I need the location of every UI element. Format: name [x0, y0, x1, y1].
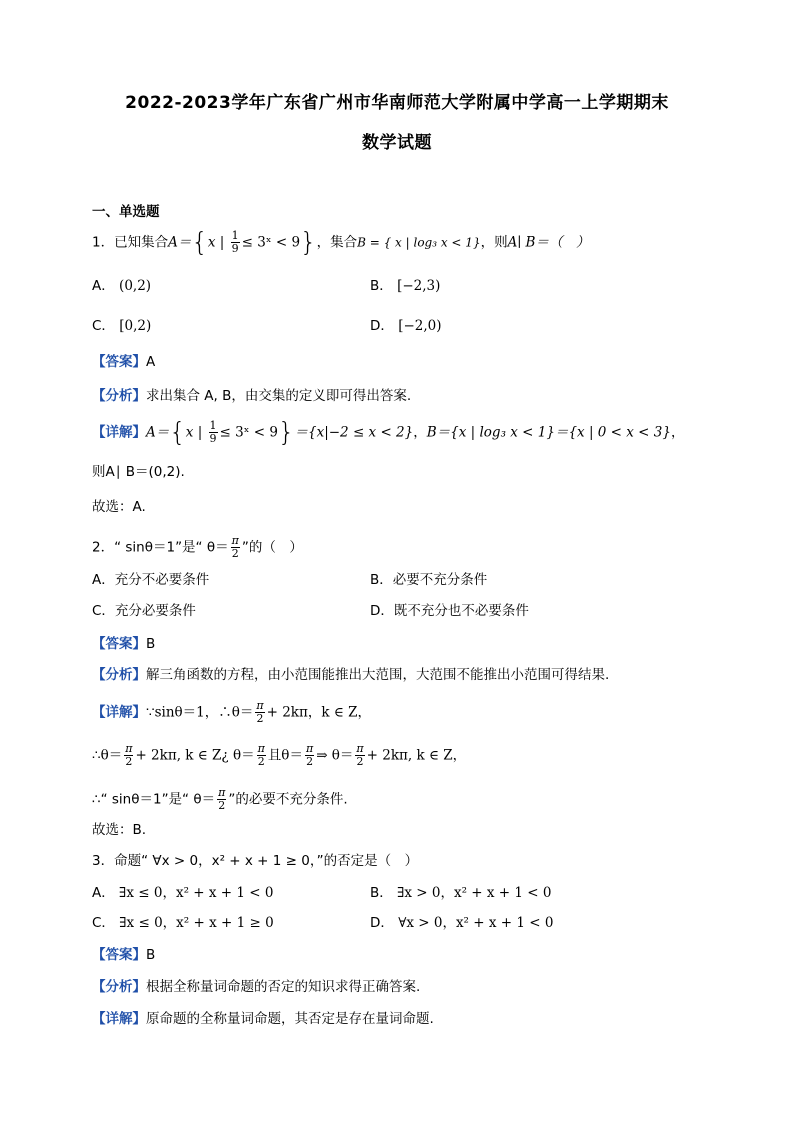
- option-label: C．: [92, 603, 115, 619]
- detail-comma: ，: [670, 424, 685, 441]
- fraction-denominator: 2: [125, 755, 133, 768]
- fraction-numerator: 1: [209, 419, 217, 432]
- pi-over-2-fraction: [217, 787, 226, 812]
- analysis-text: 根据全称量词命题的否定的知识求得正确答案.: [146, 979, 421, 995]
- pi-over-2-fraction: [124, 743, 133, 768]
- q2-stem: [92, 535, 303, 560]
- option-value: 充分必要条件: [114, 603, 196, 619]
- q1-detail: [92, 417, 685, 448]
- option-value: ∃x ≤ 0，x² + x + 1 ≥ 0: [119, 915, 274, 931]
- q2-analysis: [92, 665, 609, 685]
- fraction-denominator: 2: [306, 755, 314, 768]
- q1-text-2: ，集合: [316, 234, 358, 251]
- q3-option-d: [370, 913, 553, 933]
- q1-choose: 故选：A.: [92, 499, 146, 515]
- fraction-numerator: π: [218, 786, 226, 799]
- q1-setA-body-b: ≤ 3ˣ < 9: [241, 234, 301, 251]
- detail-text: + 2kπ, k ∈ Z¿ θ＝: [135, 747, 255, 764]
- q2-detail-2: [92, 743, 466, 768]
- doc-title-line2: 数学试题: [362, 133, 432, 153]
- fraction-numerator: π: [231, 534, 239, 547]
- q1-analysis: [92, 386, 411, 406]
- detail-setB: B＝{x | log₃ x < 1}＝{x | 0 < x < 3}: [426, 424, 671, 441]
- pi-over-2-fraction: [255, 700, 264, 725]
- option-label: B．: [370, 278, 393, 294]
- q3-option-b: [370, 883, 551, 903]
- analysis-text: 解三角函数的方程，由小范围能推出大范围，大范围不能推出小范围可得结果.: [146, 667, 610, 683]
- fraction-denominator: 2: [257, 755, 265, 768]
- analysis-tag: 【分析】: [92, 667, 146, 683]
- q3-detail: [92, 1009, 434, 1029]
- detail-tag: 【详解】: [92, 1011, 146, 1027]
- q1-text-1: 已知集合: [114, 234, 169, 251]
- fraction-numerator: π: [256, 699, 264, 712]
- fraction-numerator: π: [257, 742, 265, 755]
- q2-option-a: [92, 570, 209, 590]
- q1-number: 1．: [92, 234, 115, 251]
- q1-text-4: A∣ B＝（ ）: [507, 234, 590, 251]
- q3-answer: [92, 945, 155, 965]
- q2-detail-3: [92, 787, 348, 812]
- detail-text: ”的必要不充分条件.: [228, 791, 348, 808]
- detail-text: 原命题的全称量词命题，其否定是存在量词命题.: [146, 1011, 434, 1027]
- option-value: 既不充分也不必要条件: [393, 603, 529, 619]
- answer-tag: 【答案】: [92, 947, 146, 963]
- option-label: B．: [370, 885, 393, 901]
- option-label: C．: [92, 318, 115, 334]
- answer-value: B: [146, 947, 156, 963]
- q1-option-c: [92, 316, 151, 336]
- q3-option-a: [92, 883, 273, 903]
- q3-text: 命题“ ∀x > 0，x² + x + 1 ≥ 0，”的否定是（ ）: [114, 853, 419, 869]
- option-value: ∃x > 0，x² + x + 1 < 0: [397, 885, 552, 901]
- option-label: A．: [92, 572, 115, 588]
- section-heading: 一、单选题: [92, 204, 160, 220]
- right-brace-icon: }: [300, 227, 317, 258]
- answer-value: B: [146, 636, 156, 652]
- fraction-numerator: π: [356, 742, 364, 755]
- q3-stem: [92, 851, 418, 871]
- q2-choose: 故选：B.: [92, 822, 147, 838]
- answer-value: A: [146, 354, 156, 370]
- left-brace-icon: {: [191, 227, 208, 258]
- detail-text: 且θ＝: [267, 747, 303, 764]
- fraction-denominator: 2: [218, 799, 226, 812]
- doc-title-line1: 2022-2023学年广东省广州市华南师范大学附属中学高一上学期期末: [125, 93, 669, 113]
- analysis-tag: 【分析】: [92, 979, 146, 995]
- option-label: A．: [92, 278, 115, 294]
- option-value: [0,2): [119, 318, 152, 334]
- q2-detail-1: [92, 700, 371, 725]
- q3-analysis: [92, 977, 420, 997]
- detail-fraction: [209, 420, 218, 445]
- q2-option-d: [370, 601, 529, 621]
- answer-tag: 【答案】: [92, 636, 146, 652]
- option-value: [−2,3): [397, 278, 441, 294]
- q1-setA-body-a: x |: [207, 234, 229, 251]
- q2-number: 2．: [92, 539, 115, 556]
- detail-setA-body-a: x |: [185, 424, 207, 441]
- detail-comma: ，: [413, 424, 427, 441]
- analysis-text: 求出集合 A, B，由交集的定义即可得出答案.: [146, 388, 412, 404]
- right-brace-icon: }: [277, 417, 295, 448]
- detail-text: + 2kπ, k ∈ Z，: [366, 747, 467, 764]
- option-label: D．: [370, 915, 394, 931]
- option-label: D．: [370, 318, 394, 334]
- q1-option-b: [370, 276, 440, 296]
- pi-over-2-fraction: [257, 743, 266, 768]
- fraction-denominator: 9: [209, 432, 217, 445]
- q1-answer: [92, 352, 155, 372]
- q2-option-b: [370, 570, 487, 590]
- option-value: [−2,0): [398, 318, 442, 334]
- option-label: A．: [92, 885, 115, 901]
- detail-text: + 2kπ，k ∈ Z，: [266, 704, 371, 721]
- q1-fraction: [231, 230, 240, 255]
- option-value: 充分不必要条件: [114, 572, 210, 588]
- fraction-denominator: 9: [231, 242, 239, 255]
- detail-tag: 【详解】: [92, 424, 146, 441]
- option-value: ∃x ≤ 0，x² + x + 1 < 0: [119, 885, 274, 901]
- q2-option-c: [92, 601, 196, 621]
- left-brace-icon: {: [169, 417, 186, 448]
- q1-setB: B = { x | log₃ x < 1}: [357, 235, 481, 250]
- detail-setA-result: ＝{x|−2 ≤ x < 2}: [294, 424, 414, 441]
- detail-setA-head: A＝: [146, 424, 170, 441]
- q3-option-c: [92, 913, 274, 933]
- fraction-numerator: π: [305, 742, 314, 755]
- detail-text: ⇒ θ＝: [316, 747, 354, 764]
- option-value: 必要不充分条件: [392, 572, 488, 588]
- fraction-denominator: 2: [256, 712, 264, 725]
- q1-stem: [92, 227, 590, 258]
- pi-over-2-fraction: [305, 743, 314, 768]
- q2-answer: [92, 634, 155, 654]
- option-label: C．: [92, 915, 115, 931]
- detail-text: ∴θ＝: [92, 747, 123, 764]
- pi-over-2-fraction: [355, 743, 364, 768]
- option-label: D．: [370, 603, 394, 619]
- q1-option-d: [370, 316, 442, 336]
- analysis-tag: 【分析】: [92, 388, 146, 404]
- detail-text: ∵sinθ＝1，∴θ＝: [146, 704, 254, 721]
- fraction-numerator: 1: [231, 229, 239, 242]
- detail-text: ∴“ sinθ＝1”是“ θ＝: [92, 791, 216, 808]
- q3-number: 3．: [92, 853, 115, 869]
- detail-tag: 【详解】: [92, 704, 146, 721]
- fraction-denominator: 2: [356, 755, 364, 768]
- fraction-numerator: π: [125, 742, 133, 755]
- q2-text-b: ”的（ ）: [241, 539, 303, 556]
- fraction-denominator: 2: [231, 547, 239, 560]
- q1-text-3: ，则: [480, 234, 508, 251]
- option-label: B．: [370, 572, 393, 588]
- q1-detail-2: 则A∣ B＝(0,2).: [92, 464, 185, 480]
- answer-tag: 【答案】: [92, 354, 146, 370]
- option-value: (0,2): [119, 278, 152, 294]
- q1-option-a: [92, 276, 151, 296]
- q2-fraction: [231, 535, 240, 560]
- q2-text-a: “ sinθ＝1”是“ θ＝: [114, 539, 229, 556]
- detail-setA-body-b: ≤ 3ˣ < 9: [219, 424, 278, 441]
- option-value: ∀x > 0，x² + x + 1 < 0: [398, 915, 554, 931]
- q1-setA-head: A＝: [168, 234, 192, 251]
